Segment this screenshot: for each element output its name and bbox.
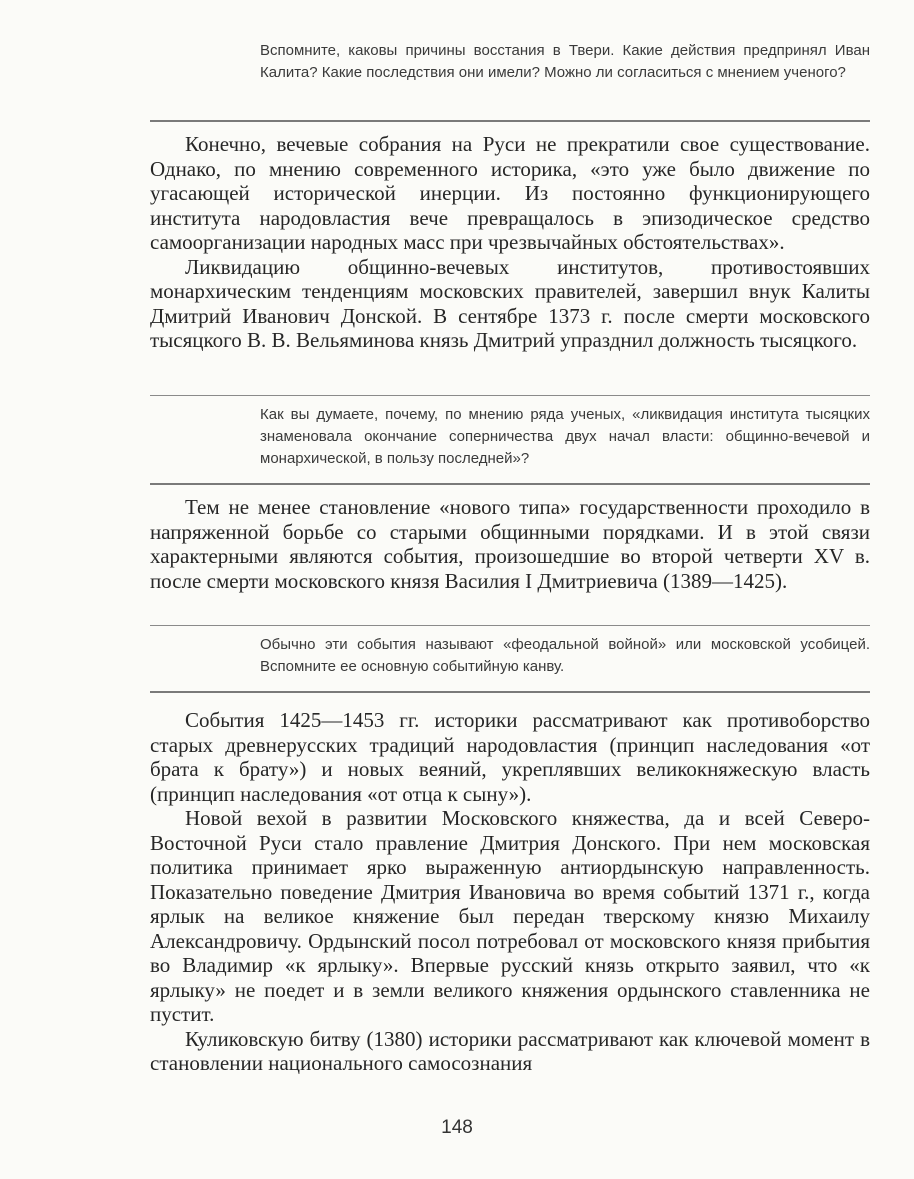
text-block-veche <box>150 132 870 353</box>
section-divider <box>150 625 870 626</box>
section-divider <box>150 395 870 396</box>
page-number: 148 <box>441 1117 473 1138</box>
question-block-tysyatsky: Как вы думаете, почему, по мнению ряда ученых, «ликвидация института тысяцких знаменовала окончание соперничества двух начал власти: общинно-вечевой и монархической, в пользу последней»? <box>260 406 870 467</box>
paragraph-new-type-state: Тем не менее становление «нового типа» государственности проходило в напряженной борьбе со старыми общинными порядками. И в этой связи характерными являются события, произошедшие во второй четверти XV в. после смерти московского князя Василия I Дмитриевича (1389—1425). <box>150 495 870 593</box>
section-divider <box>150 483 870 485</box>
text-block-events <box>150 708 870 1076</box>
paragraph-veche-assemblies: Конечно, вечевые собрания на Руси не прекратили свое существование. Однако, по мнению современного историка, «это уже было движение по угасающей исторической инерции. Из постоянно функционирующего института народовластия вече превращалось в эпизодическое средство самоорганизации народных масс при чрезвычайных обстоятельствах». <box>150 132 870 254</box>
paragraph-kulikovo-battle: Куликовскую битву (1380) историки рассматривают как ключевой момент в становлении национального самосознания <box>150 1026 870 1075</box>
section-divider <box>150 691 870 693</box>
text-block-new-state <box>150 495 870 593</box>
question-block-feudal-war: Обычно эти события называют «феодальной войной» или московской усобицей. Вспомните ее основную событийную канву. <box>260 636 870 675</box>
section-divider <box>150 120 870 122</box>
paragraph-liquidation-institutes: Ликвидацию общинно-вечевых институтов, противостоявших монархическим тенденциям московских правителей, завершил внук Калиты Дмитрий Иванович Донской. В сентябре 1373 г. после смерти московского тысяцкого В. В. Вельяминова князь Дмитрий упразднил должность тысяцкого. <box>150 254 870 352</box>
paragraph-events-1425-1453: События 1425—1453 гг. историки рассматривают как противоборство старых древнерусских традиций народовластия (принцип наследования «от брата к брату») и новых веяний, укреплявших великокняжескую власть (принцип наследования «от отца к сыну»). <box>150 708 870 806</box>
question-block-tver-uprising: Вспомните, каковы причины восстания в Твери. Какие действия предпринял Иван Калита? Какие последствия они имели? Можно ли согласиться с мнением ученого? <box>260 42 870 81</box>
paragraph-dmitry-donskoy: Новой вехой в развитии Московского княжества, да и всей Северо-Восточной Руси стало правление Дмитрия Донского. При нем московская политика принимает ярко выраженную антиордынскую направленность. Показательно поведение Дмитрия Ивановича во время событий 1371 г., когда ярлык на великое княжение был передан тверскому князю Михаилу Александровичу. Ордынский посол потребовал от московского князя прибытия во Владимир «к ярлыку». Впервые русский князь открыто заявил, что «к ярлыку» не поедет и в земли великого княжения ордынского ставленника не пустит. <box>150 806 870 1026</box>
